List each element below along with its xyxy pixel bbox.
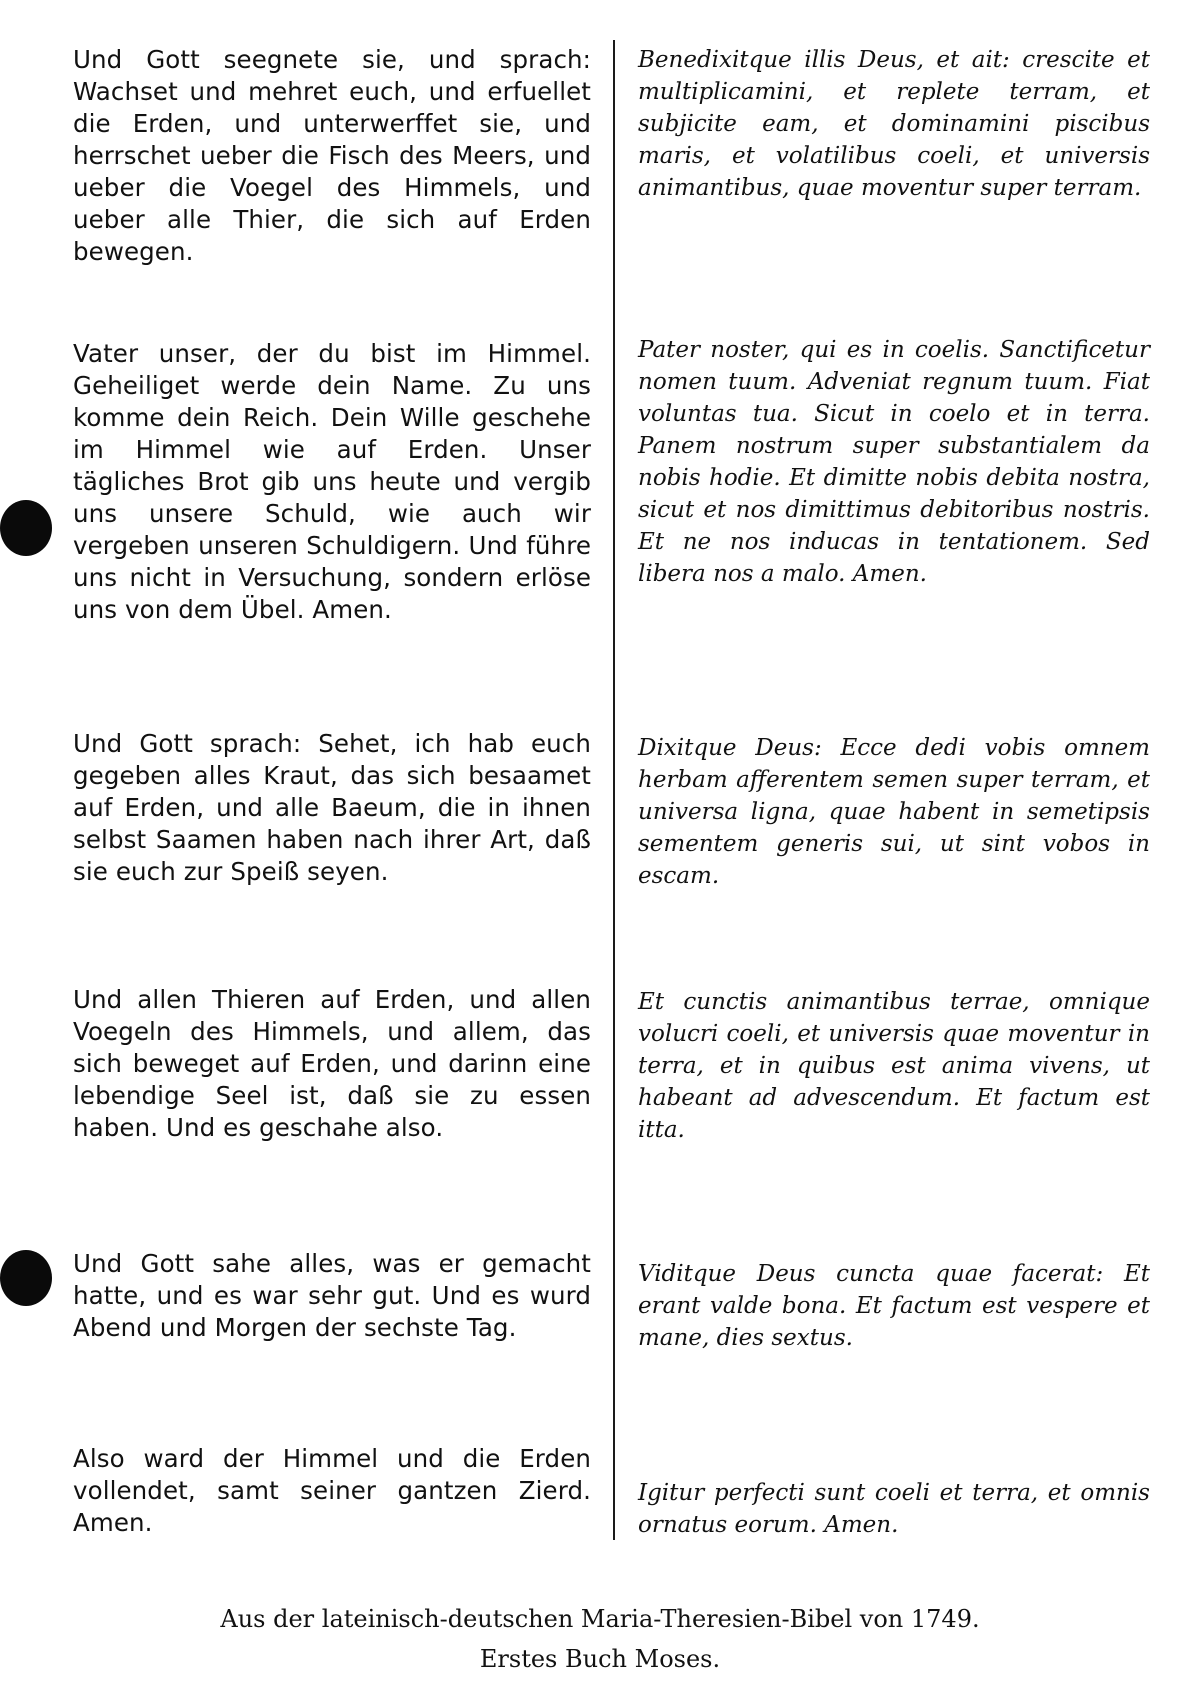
- footer-source: Aus der lateinisch-deutschen Maria-Theresien-Bibel von 1749.: [220, 1605, 980, 1633]
- punch-hole-mark: [0, 500, 52, 556]
- latin-text: Benedixitque illis Deus, et ait: crescite et multiplicamini, et replete terram, et subjicite eam, et dominamini piscibus maris, et volatilibus coeli, et universis animantibus, quae moventur super terram.: [638, 47, 1150, 201]
- footer-book: Erstes Buch Moses.: [479, 1645, 721, 1673]
- latin-text: Igitur perfecti sunt coeli et terra, et omnis ornatus eorum. Amen.: [638, 1480, 1150, 1538]
- german-text: Vater unser, der du bist im Himmel. Geheiliget werde dein Name. Zu uns komme dein Reich. Dein Wille geschehe im Himmel wie auf Erden. Unser tägliches Brot gib uns heute und vergib uns unsere Schuld, wie auch wir vergeben unseren Schuldigern. Und führe uns nicht in Versuchung, sondern erlöse uns von dem Übel. Amen.: [73, 339, 591, 624]
- german-text: Und Gott sprach: Sehet, ich hab euch gegeben alles Kraut, das sich besaamet auf Erden, und alle Baeum, die in ihnen selbst Saamen haben nach ihrer Art, daß sie euch zur Speiß seyen.: [73, 729, 591, 886]
- german-text: Und Gott sahe alles, was er gemacht hatte, und es war sehr gut. Und es wurd Abend und Morgen der sechste Tag.: [73, 1249, 591, 1342]
- punch-hole-mark: [0, 1250, 52, 1306]
- latin-text: Dixitque Deus: Ecce dedi vobis omnem herbam afferentem semen super terram, et universa ligna, quae habent in semetipsis sementem generis sui, ut sint vobos in escam.: [638, 735, 1150, 889]
- german-text: Und Gott seegnete sie, und sprach: Wachset und mehret euch, und erfuellet die Erden, und unterwerffet sie, und herrschet ueber die Fisch des Meers, und ueber die Voegel des Himmels, und ueber alle Thier, die sich auf Erden bewegen.: [73, 45, 591, 266]
- latin-text: Et cunctis animantibus terrae, omnique volucri coeli, et universis quae moventur in terra, et in quibus est anima vivens, ut habeant ad advescendum. Et factum est itta.: [638, 989, 1150, 1143]
- german-text: Und allen Thieren auf Erden, und allen Voegeln des Himmels, und allem, das sich beweget auf Erden, und darinn eine lebendige Seel ist, daß sie zu essen haben. Und es geschahe also.: [73, 985, 591, 1142]
- latin-text: Pater noster, qui es in coelis. Sanctificetur nomen tuum. Adveniat regnum tuum. Fiat voluntas tua. Sicut in coelo et in terra. Panem nostrum super substantialem da nobis hodie. Et dimitte nobis debita nostra, sicut et nos dimittimus debitoribus nostris. Et ne nos inducas in tentationem. Sed libera nos a malo. Amen.: [638, 337, 1150, 587]
- german-text: Also ward der Himmel und die Erden vollendet, samt seiner gantzen Zierd. Amen.: [73, 1444, 591, 1537]
- latin-text: Viditque Deus cuncta quae facerat: Et erant valde bona. Et factum est vespere et mane, dies sextus.: [638, 1261, 1150, 1351]
- column-divider: [613, 40, 615, 1540]
